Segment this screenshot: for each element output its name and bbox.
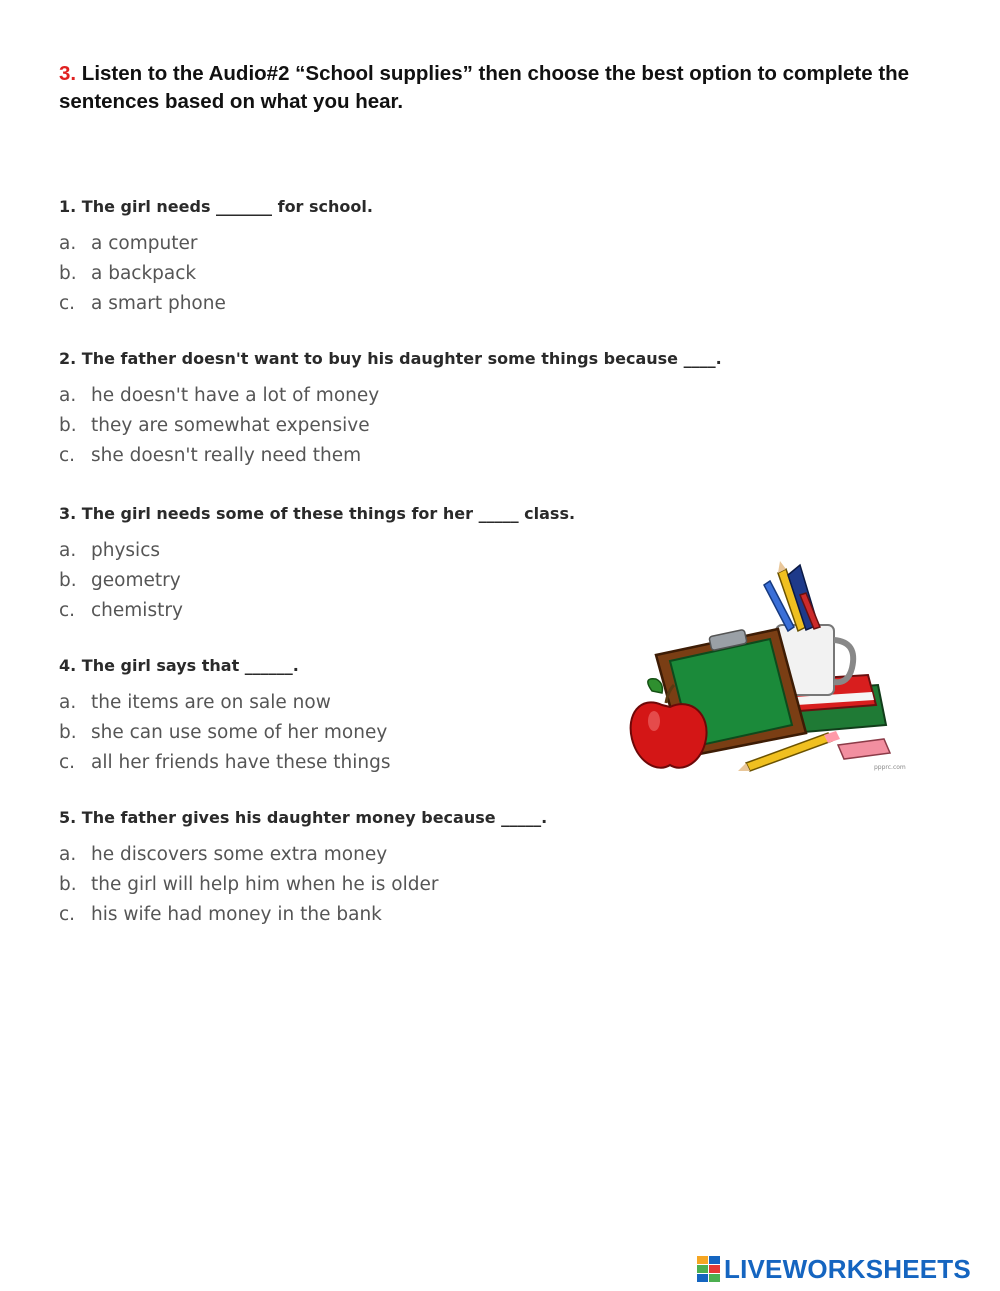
option-5c[interactable]: c. his wife had money in the bank: [59, 904, 382, 925]
option-1c[interactable]: c. a smart phone: [59, 293, 226, 314]
school-supplies-clipart-icon: [628, 555, 913, 785]
question-1-prompt: 1. The girl needs _______ for school.: [59, 197, 373, 216]
instructions-heading: [59, 60, 919, 116]
question-2-prompt: 2. The father doesn't want to buy his daughter some things because ____.: [59, 349, 722, 368]
option-2b[interactable]: b. they are somewhat expensive: [59, 415, 370, 436]
option-2c[interactable]: c. she doesn't really need them: [59, 445, 362, 466]
liveworksheets-wordmark: LIVEWORKSHEETS: [724, 1253, 971, 1284]
clipart-credit: ppprc.com: [874, 764, 906, 771]
option-3c[interactable]: c. chemistry: [59, 600, 183, 621]
question-2-options: [59, 381, 659, 471]
option-3b[interactable]: b. geometry: [59, 570, 181, 591]
option-4b[interactable]: b. she can use some of her money: [59, 722, 388, 743]
option-5a[interactable]: a. he discovers some extra money: [59, 844, 388, 865]
option-4a[interactable]: a. the items are on sale now: [59, 692, 331, 713]
liveworksheets-logo-icon: [697, 1256, 721, 1282]
question-4-prompt: 4. The girl says that ______.: [59, 656, 299, 675]
question-3-prompt: 3. The girl needs some of these things for her _____ class.: [59, 504, 576, 523]
section-number: 3.: [59, 62, 77, 85]
option-1a[interactable]: a. a computer: [59, 233, 198, 254]
option-4c[interactable]: c. all her friends have these things: [59, 752, 391, 773]
question-5-prompt: 5. The father gives his daughter money because _____.: [59, 808, 548, 827]
option-2a[interactable]: a. he doesn't have a lot of money: [59, 385, 380, 406]
question-3-options: [59, 536, 659, 626]
question-1-options: [59, 229, 659, 319]
question-4-options: [59, 688, 659, 778]
option-5b[interactable]: b. the girl will help him when he is older: [59, 874, 439, 895]
question-5-options: [59, 840, 659, 930]
instructions-text: Listen to the Audio#2 “School supplies” then choose the best option to complete the sentences based on what you hear.: [59, 62, 910, 113]
option-1b[interactable]: b. a backpack: [59, 263, 197, 284]
liveworksheets-logo: [697, 1254, 971, 1284]
option-3a[interactable]: a. physics: [59, 540, 161, 561]
